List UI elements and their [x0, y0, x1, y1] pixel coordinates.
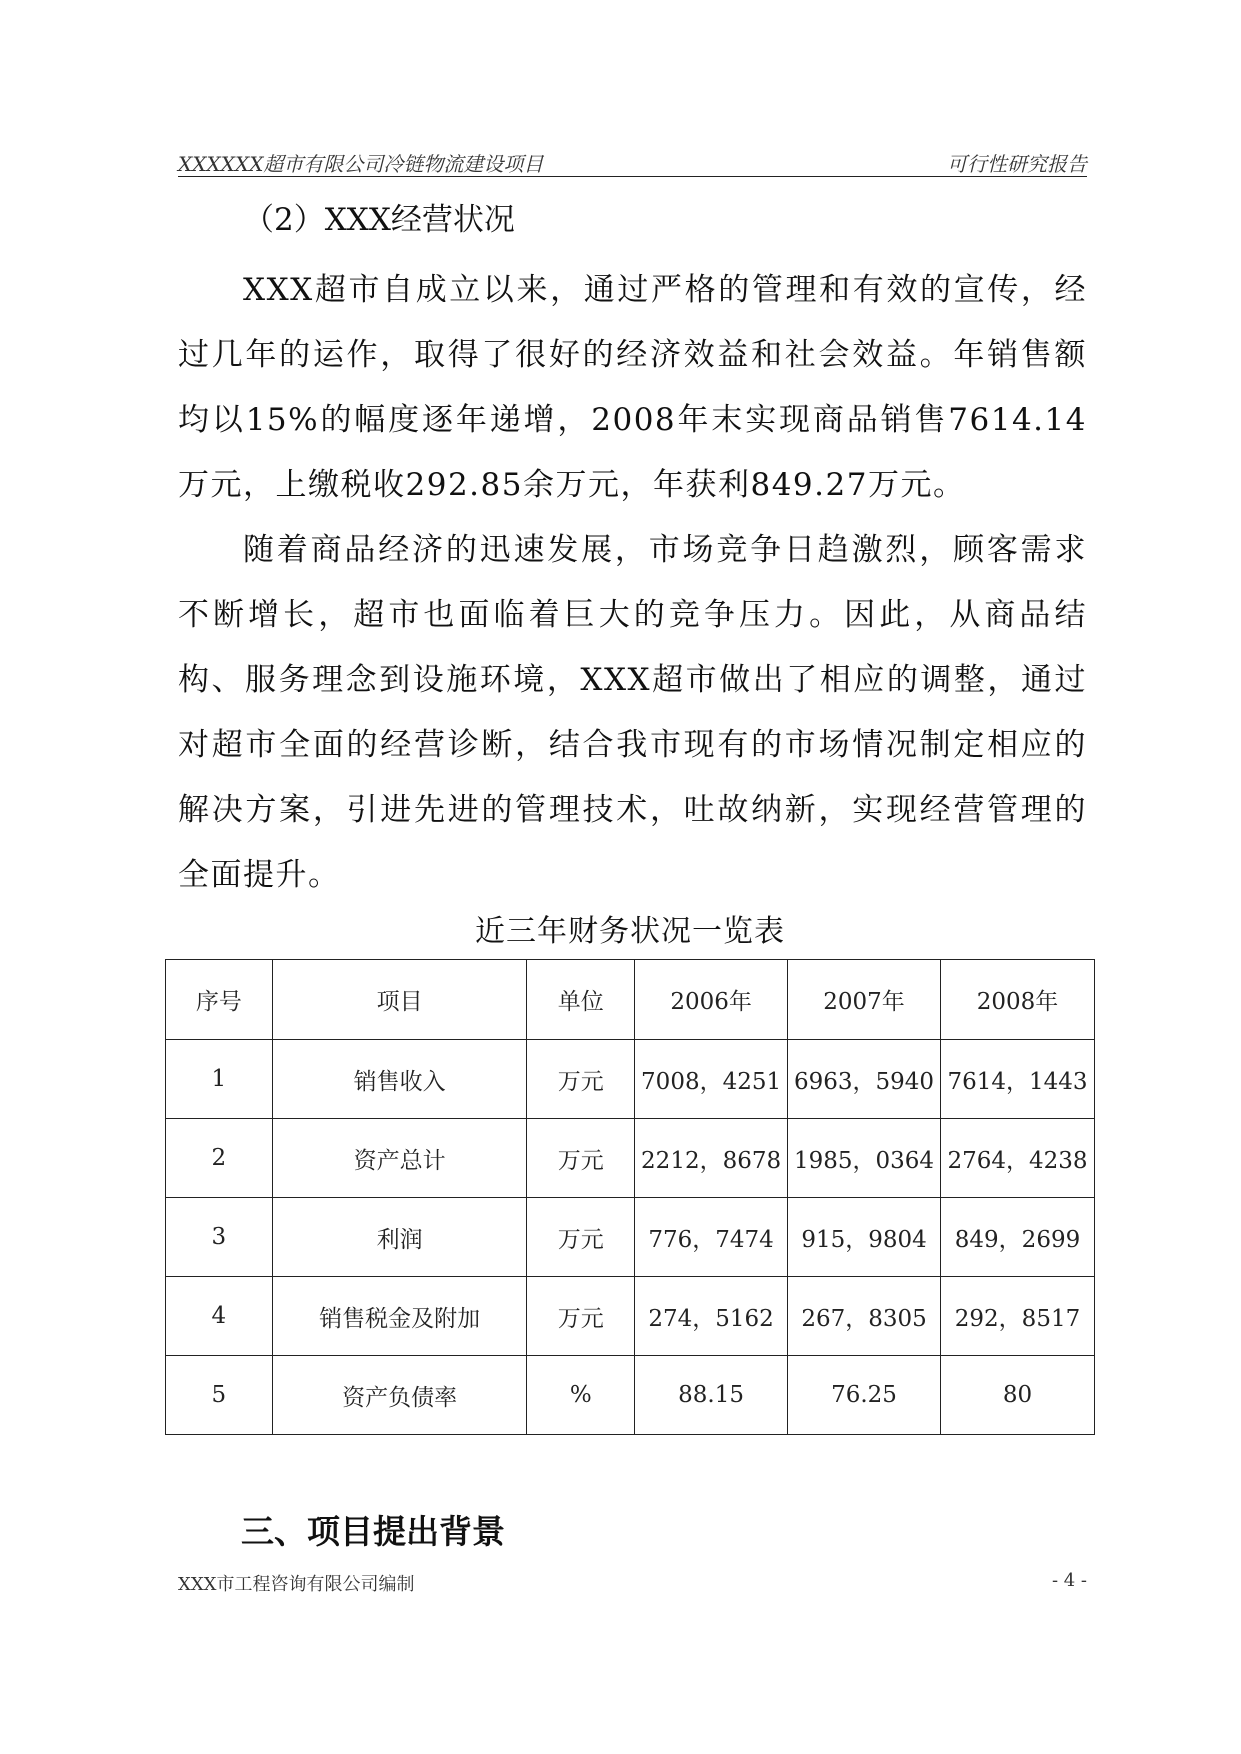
- body-paragraph: XXX超市自成立以来，通过严格的管理和有效的宣传，经过几年的运作，取得了很好的经济效益和社会效益。年销售额均以15%的幅度逐年递增，2008年末实现商品销售7614.14万元，上缴税收292.85余万元，年获利849.27万元。: [178, 272, 1087, 503]
- table-cell: 4: [166, 1277, 273, 1356]
- table-cell: 7008，4251: [635, 1040, 788, 1119]
- table-cell: 资产负债率: [272, 1356, 527, 1435]
- footer-publisher: XXX市工程咨询有限公司编制: [178, 1574, 415, 1595]
- page-header: [178, 146, 1087, 177]
- table-row: [166, 1198, 1095, 1277]
- table-cell: 2764，4238: [941, 1119, 1095, 1198]
- table-row: [166, 1277, 1095, 1356]
- table-cell: 849，2699: [941, 1198, 1095, 1277]
- table-cell: 资产总计: [272, 1119, 527, 1198]
- column-header: 2006年: [635, 960, 788, 1040]
- table-cell: 292，8517: [941, 1277, 1095, 1356]
- table-cell: 销售收入: [272, 1040, 527, 1119]
- column-header: 2007年: [788, 960, 941, 1040]
- page-number: - 4 -: [1051, 1570, 1087, 1591]
- table-cell: %: [527, 1356, 635, 1435]
- financial-table: [165, 959, 1095, 1435]
- table-cell: 2212，8678: [635, 1119, 788, 1198]
- table-cell: 274，5162: [635, 1277, 788, 1356]
- table-cell: 万元: [527, 1119, 635, 1198]
- table-cell: 销售税金及附加: [272, 1277, 527, 1356]
- table-cell: 6963，5940: [788, 1040, 941, 1119]
- table-cell: 万元: [527, 1198, 635, 1277]
- table-row: [166, 1040, 1095, 1119]
- column-header: 序号: [166, 960, 273, 1040]
- table-cell: 267，8305: [788, 1277, 941, 1356]
- section-heading: （2）XXX经营状况: [243, 202, 515, 238]
- table-cell: 利润: [272, 1198, 527, 1277]
- table-cell: 76.25: [788, 1356, 941, 1435]
- chapter-heading: 三、项目提出背景: [241, 1512, 505, 1551]
- table-cell: 3: [166, 1198, 273, 1277]
- table-title: 近三年财务状况一览表: [475, 914, 785, 949]
- table-cell: 1: [166, 1040, 273, 1119]
- body-paragraph: 随着商品经济的迅速发展，市场竞争日趋激烈，顾客需求不断增长，超市也面临着巨大的竞争压力。因此，从商品结构、服务理念到设施环境，XXX超市做出了相应的调整，通过对超市全面的经营诊断，结合我市现有的市场情况制定相应的解决方案，引进先进的管理技术，吐故纳新，实现经营管理的全面提升。: [178, 532, 1087, 893]
- table-cell: 1985，0364: [788, 1119, 941, 1198]
- table-cell: 万元: [527, 1277, 635, 1356]
- table-cell: 万元: [527, 1040, 635, 1119]
- table-row: [166, 1356, 1095, 1435]
- table-cell: 776，7474: [635, 1198, 788, 1277]
- table-header-row: [166, 960, 1095, 1040]
- column-header: 2008年: [941, 960, 1095, 1040]
- table-cell: 2: [166, 1119, 273, 1198]
- table-row: [166, 1119, 1095, 1198]
- table-cell: 88.15: [635, 1356, 788, 1435]
- table-cell: 5: [166, 1356, 273, 1435]
- column-header: 项目: [272, 960, 527, 1040]
- table-cell: 915，9804: [788, 1198, 941, 1277]
- header-project-title: XXXXXX超市有限公司冷链物流建设项目: [178, 152, 544, 176]
- column-header: 单位: [527, 960, 635, 1040]
- header-report-type: 可行性研究报告: [947, 152, 1087, 176]
- table-cell: 80: [941, 1356, 1095, 1435]
- table-cell: 7614，1443: [941, 1040, 1095, 1119]
